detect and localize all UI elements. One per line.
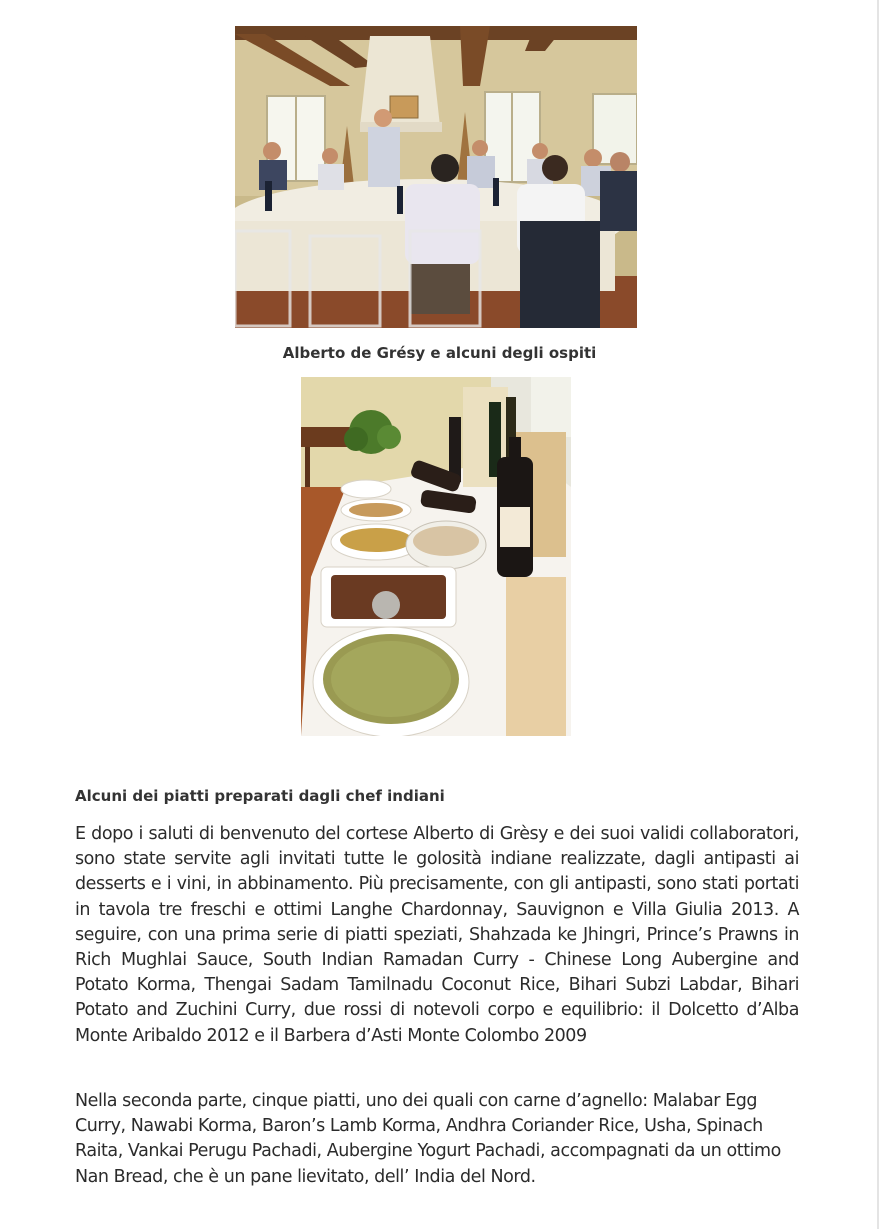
body-paragraph: E dopo i saluti di benvenuto del cortese Alberto di Grèsy e dei suoi validi collaboratori, sono state servite agli invitati tutte le golosità indiane realizzate, dagli antipasti ai desserts e i vini, in abbinamento. Più precisamente, con gli antipasti, sono stati portati in tavola tre freschi e ottimi Langhe Chardonnay, Sauvignon e Villa Giulia 2013. A seguire, con una prima serie di piatti speziati, Shahzada ke Jhingri, Prince’s Prawns in Rich Mughlai Sauce, South Indian Ramadan Curry - Chinese Long Aubergine and Potato Korma, Thengai Sadam Tamilnadu Coconut Rice, Bihari Subzi Labdar, Bihari Potato and Zuchini Curry, due rossi di notevoli corpo e equilibrio: il Dolcetto d’Alba Monte Aribaldo 2012 e il Barbera d’Asti Monte Colombo 2009 [75,824,799,1046]
photo-buffet-table-wine [301,377,571,736]
photo-dining-room-guests-icon [235,26,637,328]
body-paragraph: Nella seconda parte, cinque piatti, uno dei quali con carne d’agnello: Malabar Egg Curry, Nawabi Korma, Baron’s Lamb Korma, Andhra Coriander Rice, Usha, Spinach Raita, Vankai Perugu Pachadi, Aubergine Yogurt Pachadi, accompagnati da un ottimo Nan Bread, che è un pane lievitato, dell’ India del Nord. [75,1091,781,1187]
photo-buffet-table-wine-icon [301,377,571,736]
photo-caption: Alberto de Grésy e alcuni degli ospiti [282,344,597,362]
section-subheading: Alcuni dei piatti preparati dagli chef indiani [75,787,445,805]
photo-dining-room-guests [235,26,637,328]
